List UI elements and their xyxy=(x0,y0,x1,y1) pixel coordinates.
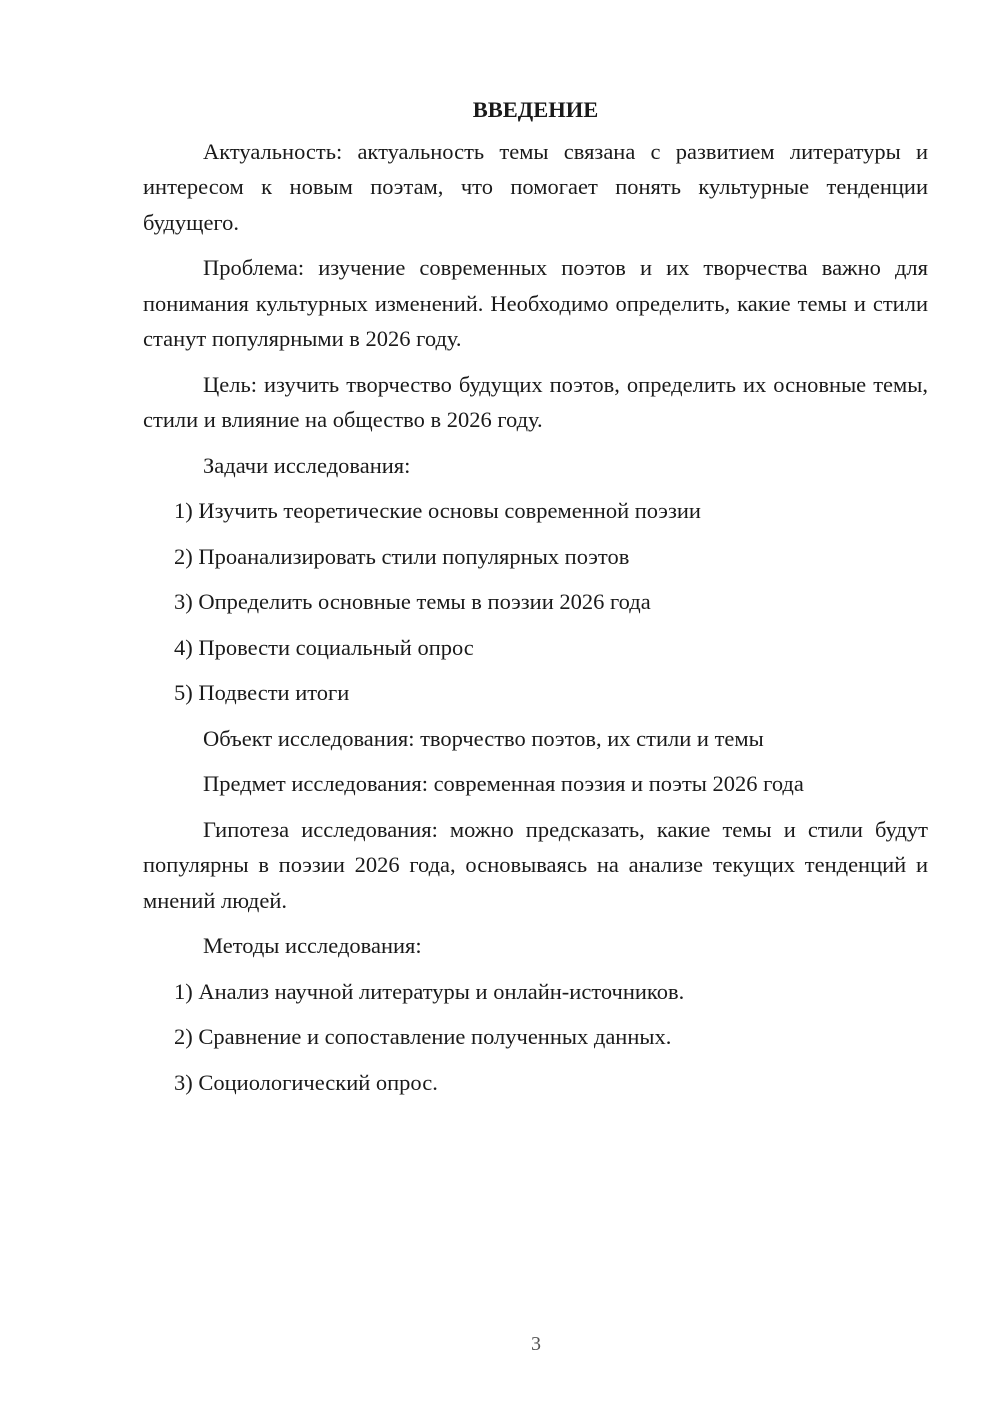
method-item: 3) Социологический опрос. xyxy=(174,1069,438,1095)
task-item: 2) Проанализировать стили популярных поэтов xyxy=(174,543,630,569)
methods-label: Методы исследования: xyxy=(203,933,422,958)
page-number: 3 xyxy=(531,1333,541,1355)
page-content xyxy=(143,92,928,1110)
section-heading: ВВЕДЕНИЕ xyxy=(472,97,599,122)
task-item: 3) Определить основные темы в поэзии 2026 года xyxy=(174,589,651,614)
research-subject: Предмет исследования: современная поэзия и поэты 2026 года xyxy=(203,771,804,796)
problem-paragraph: Проблема: изучение современных поэтов и их творчества важно для понимания культурных изменений. Необходимо определить, какие темы и стили станут популярными в 2026 году. xyxy=(143,255,928,351)
research-object: Объект исследования: творчество поэтов, их стили и темы xyxy=(203,725,764,751)
hypothesis-paragraph: Гипотеза исследования: можно предсказать, какие темы и стили будут популярны в поэзии 2026 года, основываясь на анализе текущих тенденций и мнений людей. xyxy=(143,816,928,913)
tasks-label: Задачи исследования: xyxy=(203,452,411,478)
method-item: 1) Анализ научной литературы и онлайн-источников. xyxy=(174,978,685,1004)
tasks-list xyxy=(143,493,928,711)
task-item: 4) Провести социальный опрос xyxy=(174,634,474,660)
methods-list xyxy=(143,974,928,1101)
goal-paragraph: Цель: изучить творчество будущих поэтов, определить их основные темы, стили и влияние на общество в 2026 году. xyxy=(143,371,928,432)
task-item: 1) Изучить теоретические основы современной поэзии xyxy=(174,498,701,523)
method-item: 2) Сравнение и сопоставление полученных данных. xyxy=(174,1024,672,1049)
task-item: 5) Подвести итоги xyxy=(174,680,350,705)
relevance-paragraph: Актуальность: актуальность темы связана с развитием литературы и интересом к новым поэтам, что помогает понять культурные тенденции будущего. xyxy=(143,138,928,235)
